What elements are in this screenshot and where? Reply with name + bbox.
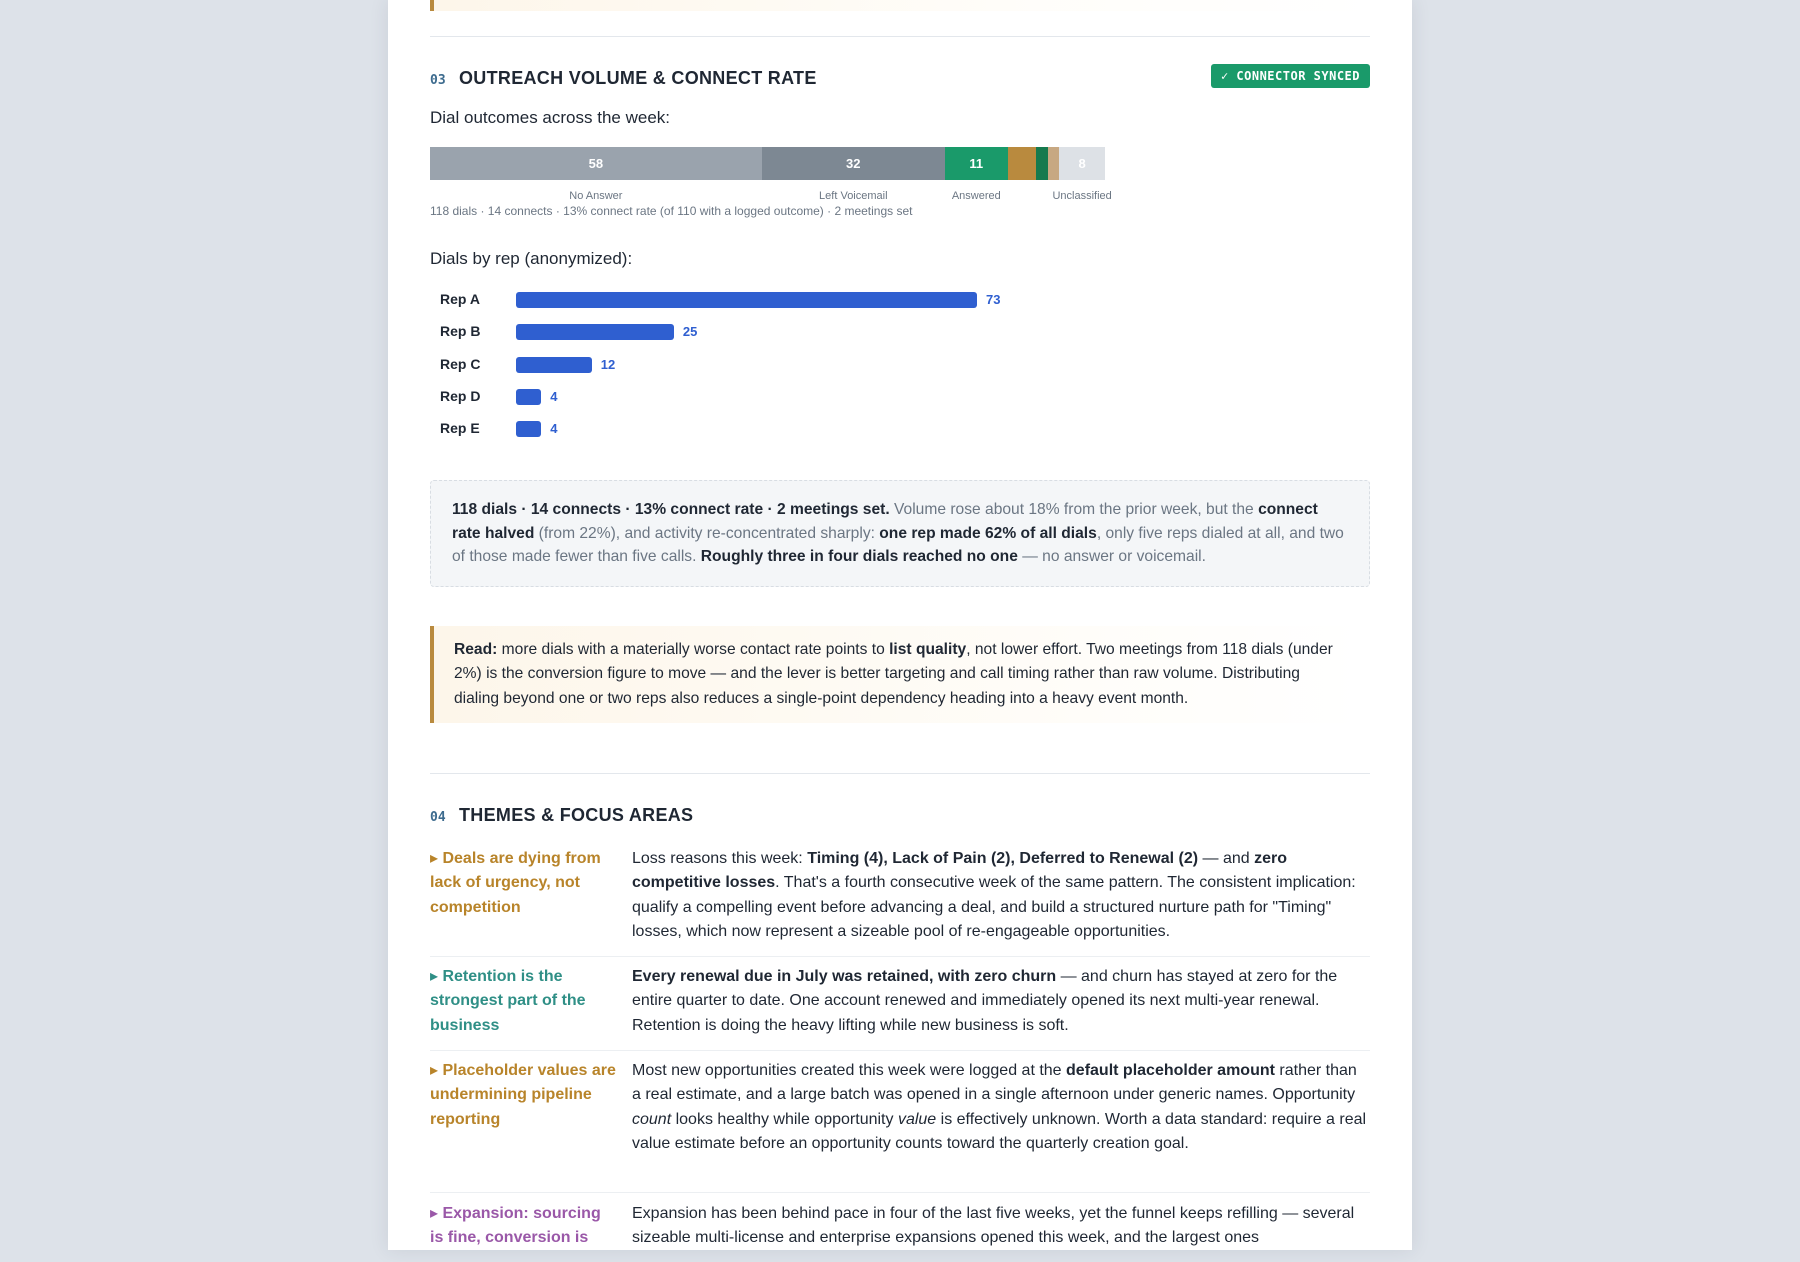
dials-by-rep-lead: Dials by rep (anonymized): (430, 249, 633, 268)
outcome-segment-value: 8 (1078, 156, 1086, 171)
theme-text: — and (1198, 850, 1255, 867)
section-divider (430, 773, 1370, 774)
outcome-segment-value: 11 (969, 156, 984, 171)
outcome-segment-value: 58 (588, 156, 604, 171)
outcome-segment (1059, 147, 1105, 180)
rep-bar-value: 12 (600, 356, 616, 372)
rep-bar-label: Rep C (440, 355, 481, 372)
theme-body (632, 847, 1370, 945)
section-number: 04 (430, 810, 446, 825)
read-label: Read: (454, 641, 498, 658)
theme-row (430, 847, 1370, 957)
dial-outcomes-footer: 118 dials · 14 connects · 13% connect rate (of 110 with a logged outcome) · 2 meetings set (430, 204, 913, 218)
theme-emphasis: default placeholder amount (1066, 1062, 1275, 1079)
previous-callout-edge (430, 0, 1374, 11)
theme-title: ▸ Expansion: sourcing is fine, conversion is (430, 1205, 601, 1247)
theme-italic: value (897, 1110, 937, 1128)
outcome-segment-label: No Answer (569, 190, 623, 202)
rep-bar-row (430, 418, 1370, 440)
read-emphasis: list quality (889, 641, 967, 658)
rep-bar-row (430, 321, 1370, 343)
section-header-outreach (430, 64, 1370, 94)
theme-row (430, 1059, 1370, 1193)
outcome-segment (762, 147, 945, 180)
outcome-segment (1008, 147, 1037, 180)
outcome-segment (430, 147, 762, 180)
outcome-segment-label: Answered (951, 190, 1001, 202)
theme-emphasis: Every renewal due in July was retained, with zero churn (632, 968, 1057, 985)
outcome-segment-label: Left Voicemail (819, 190, 888, 202)
outcome-segment (1036, 147, 1047, 180)
theme-text: Loss reasons this week: (632, 850, 808, 867)
connector-synced-badge: ✓ CONNECTOR SYNCED (1211, 64, 1370, 88)
section-divider (430, 36, 1370, 37)
rep-bar-label: Rep E (440, 420, 480, 437)
rep-bar (516, 292, 977, 308)
outcome-segment-label: Unclassified (1052, 190, 1112, 202)
theme-title: ▸ Placeholder values are undermining pipeline reporting (430, 1062, 616, 1128)
theme-italic: count (632, 1110, 672, 1128)
rep-bar-row (430, 386, 1370, 408)
theme-emphasis: zero competitive losses (632, 850, 1288, 892)
rep-bar-label: Rep B (440, 323, 481, 340)
summary-text: , only five reps dialed at all, and two of those made fewer than five calls. (452, 524, 1344, 565)
theme-text: — and churn has stayed at zero for the entire quarter to date. One account renewed and immediately opened its next multi-year renewal. Retention is doing the heavy lifting while new business is soft. (632, 968, 1338, 1034)
theme-emphasis: Timing (4), Lack of Pain (2), Deferred to Renewal (2) (807, 850, 1199, 867)
read-callout (430, 626, 1362, 723)
rep-bar-label: Rep A (440, 291, 480, 307)
rep-bar-label: Rep D (440, 387, 481, 404)
rep-bar (516, 324, 674, 340)
outcome-segment (1048, 147, 1059, 180)
theme-title: ▸ Retention is the strongest part of the business (430, 968, 586, 1034)
section-number: 03 (430, 73, 446, 88)
outreach-summary-box (430, 480, 1370, 587)
theme-body (632, 965, 1370, 1038)
theme-row (430, 1202, 1370, 1262)
summary-emphasis: Roughly three in four dials reached no one (700, 548, 1018, 565)
summary-text: Volume rose about 18% from the prior week, but the (889, 501, 1259, 518)
section-title: THEMES & FOCUS AREAS (459, 805, 694, 825)
dial-outcomes-labels (430, 190, 1112, 204)
rep-bar-value: 4 (550, 421, 558, 437)
summary-text: — no answer or voicemail. (1017, 548, 1206, 565)
section-header-themes (430, 801, 1370, 831)
section-title: OUTREACH VOLUME & CONNECT RATE (459, 68, 817, 88)
theme-text: Most new opportunities created this week were logged at the (632, 1062, 1067, 1079)
report-page (388, 0, 1412, 1250)
summary-emphasis: one rep made 62% of all dials (879, 524, 1097, 542)
rep-bar (516, 389, 541, 405)
dial-outcomes-lead: Dial outcomes across the week: (430, 108, 670, 127)
theme-text: rather than a real estimate, and a large batch was opened in a single afternoon under generic names. Opportunity (632, 1062, 1357, 1104)
summary-text: (from 22%), and activity re-concentrated sharply: (534, 524, 880, 542)
read-text: , not lower effort. Two meetings from 118 dials (under 2%) is the conversion figure to move — and the lever is better targeting and call timing rather than raw volume. Distributing dialing beyond one or two reps also reduces a single-point dependency heading into a heavy event month. (454, 641, 1333, 707)
outcome-segment (945, 147, 1008, 180)
dial-outcomes-stacked-bar (430, 147, 1105, 180)
rep-bar-value: 4 (550, 388, 558, 404)
rep-bar (516, 357, 592, 373)
rep-bar-row (430, 289, 1370, 311)
rep-bar-value: 73 (986, 292, 1001, 307)
rep-bar-row (430, 354, 1370, 376)
theme-row (430, 965, 1370, 1051)
summary-headline: 118 dials · 14 connects · 13% connect rate · 2 meetings set. (452, 501, 890, 518)
theme-text: is effectively unknown. Worth a data standard: require a real value estimate before an opportunity counts toward the quarterly creation goal. (632, 1110, 1367, 1153)
read-text: more dials with a materially worse contact rate points to (497, 641, 890, 658)
rep-bar (516, 421, 541, 437)
rep-bar-value: 25 (682, 324, 698, 340)
outcome-segment-value: 32 (846, 156, 861, 171)
summary-emphasis: connect rate halved (452, 501, 1318, 542)
theme-text: . That's a fourth consecutive week of the same pattern. The consistent implication: qualify a compelling event before advancing a deal, and build a structured nurture path for "Timing" losses, which now represent a sizeable pool of re-engageable opportunities. (632, 874, 1356, 941)
theme-body (632, 1059, 1370, 1157)
theme-text: looks healthy while opportunity (671, 1110, 898, 1128)
theme-title: ▸ Deals are dying from lack of urgency, not competition (430, 850, 601, 916)
theme-body: Expansion has been behind pace in four of the last five weeks, yet the funnel keeps refilling — several sizeable multi-license and enterprise expansions opened this week, and the largest ones (632, 1205, 1355, 1247)
